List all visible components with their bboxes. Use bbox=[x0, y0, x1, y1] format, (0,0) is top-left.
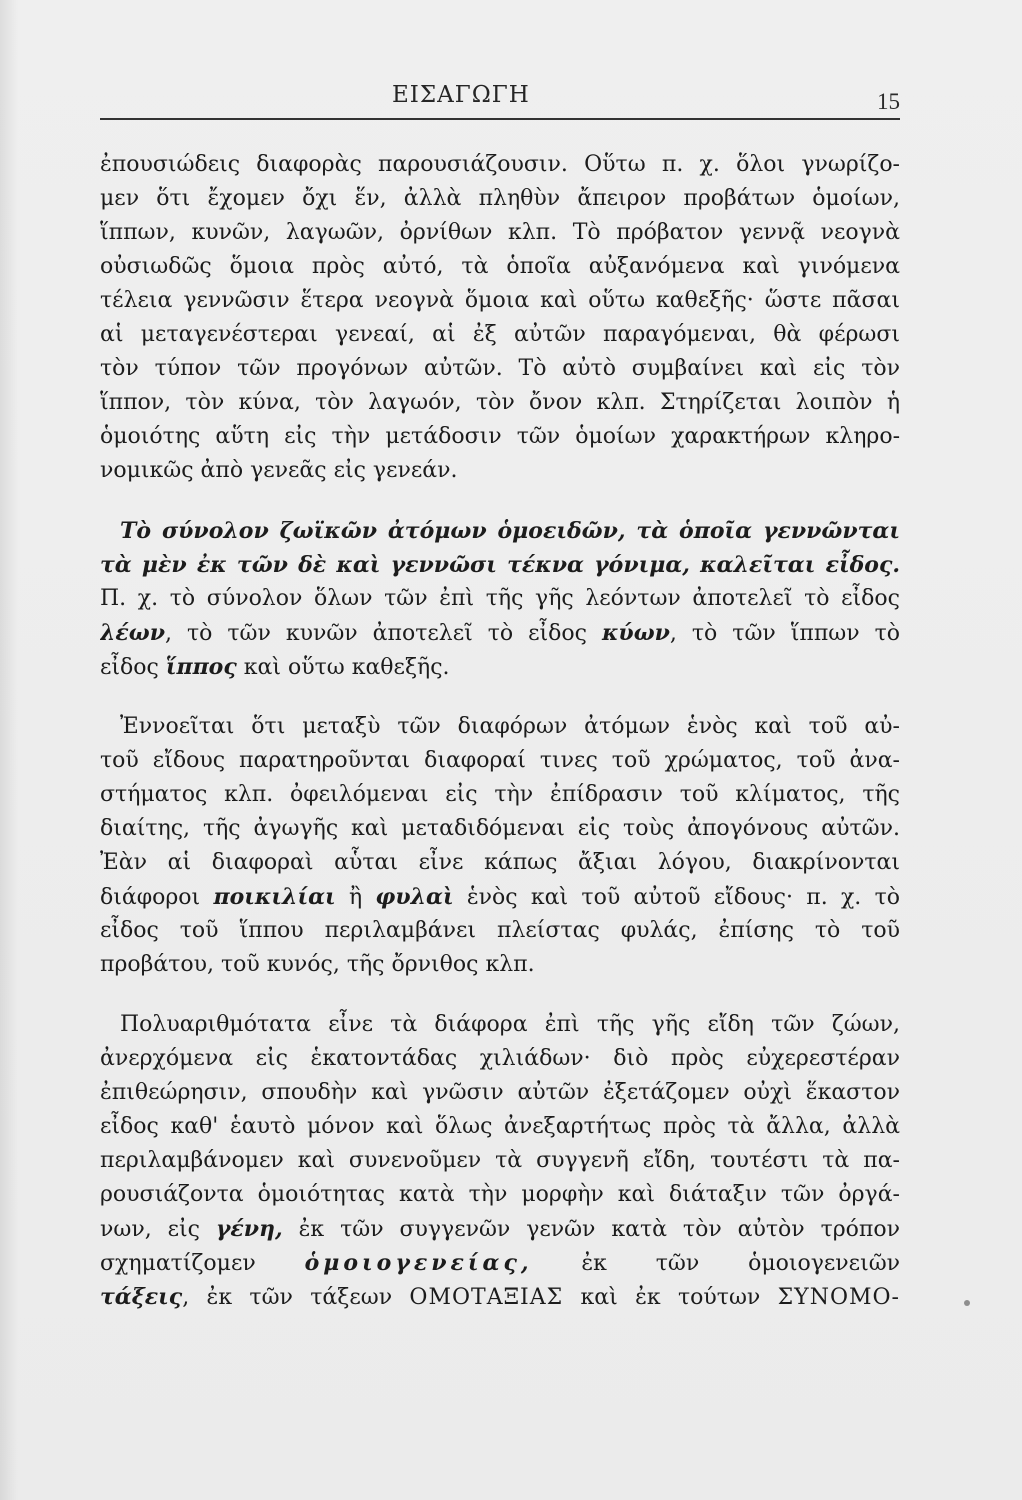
emphasis-term: φυλαὶ bbox=[375, 884, 454, 910]
text-run: καὶ ἐκ τούτων bbox=[563, 1285, 778, 1310]
emphasis-term: τάξεις bbox=[100, 1284, 183, 1310]
text-line: ἐπιθεώρησιν, σπουδὴν καὶ γνῶσιν αὐτῶν ἐξετάζομεν οὐχὶ ἕκαστον bbox=[100, 1080, 900, 1105]
paper-speck bbox=[964, 1300, 970, 1306]
paragraph-gap bbox=[100, 684, 900, 710]
text-line: Ἐὰν αἱ διαφοραὶ αὗται εἶνε κάπως ἄξιαι λόγου, διακρίνονται bbox=[100, 850, 900, 875]
text-line: ἀνερχόμενα εἰς ἑκατοντάδας χιλιάδων· διὸ πρὸς εὐχερεστέραν bbox=[100, 1046, 900, 1071]
page-number: 15 bbox=[877, 89, 900, 114]
emphasis-term: ἵππος bbox=[165, 654, 237, 680]
definition-line: Τὸ σύνολον ζωϊκῶν ἀτόμων ὁμοειδῶν, τὰ ὁποῖα γεννῶνται bbox=[120, 518, 900, 544]
text-run: εἶδος bbox=[100, 655, 166, 680]
text-run: σχηματίζομεν bbox=[100, 1251, 305, 1276]
text-line: αἱ μεταγενέστεραι γενεαί, αἱ ἐξ αὐτῶν παραγόμεναι, θὰ φέρωσι bbox=[100, 322, 900, 347]
definition-line: τὰ μὲν ἐκ τῶν δὲ καὶ γεννῶσι τέκνα γόνιμα, καλεῖται εἶδος. bbox=[100, 552, 900, 578]
text-line: Ἐννοεῖται ὅτι μεταξὺ τῶν διαφόρων ἀτόμων ἑνὸς καὶ τοῦ αὐ- bbox=[120, 714, 900, 739]
text-line: προβάτου, τοῦ κυνός, τῆς ὄρνιθος κλπ. bbox=[100, 952, 535, 977]
text-line: νομικῶς ἀπὸ γενεᾶς εἰς γενεάν. bbox=[100, 458, 458, 483]
text-line bbox=[100, 880, 900, 914]
emphasis-term: ὁμοιογενείας, bbox=[304, 1250, 533, 1276]
text-line: μεν ὅτι ἔχομεν ὄχι ἕν, ἀλλὰ πληθὺν ἄπειρον προβάτων ὁμοίων, bbox=[100, 186, 900, 211]
paragraph-gap bbox=[100, 982, 900, 1008]
text-line: ἵππων, κυνῶν, λαγωῶν, ὀρνίθων κλπ. Τὸ πρόβατον γεννᾷ νεογνὰ bbox=[100, 220, 900, 245]
text-run: καὶ οὕτω καθεξῆς. bbox=[236, 655, 450, 680]
text-line: τὸν τύπον τῶν προγόνων αὐτῶν. Τὸ αὐτὸ συμβαίνει καὶ εἰς τὸν bbox=[100, 356, 900, 381]
text-line: οὐσιωδῶς ὅμοια πρὸς αὐτό, τὰ ὁποῖα αὐξανόμενα καὶ γινόμενα bbox=[100, 254, 900, 279]
text-line bbox=[100, 1212, 900, 1246]
text-line: εἶδος καθ' ἑαυτὸ μόνον καὶ ὅλως ἀνεξαρτήτως πρὸς τὰ ἄλλα, ἀλλὰ bbox=[100, 1114, 900, 1139]
running-header bbox=[100, 82, 900, 118]
text-run: διάφοροι bbox=[100, 885, 214, 910]
text-line: τοῦ εἴδους παρατηροῦνται διαφοραί τινες τοῦ χρώματος, τοῦ ἀνα- bbox=[100, 748, 900, 773]
text-run: ἐκ τῶν συγγενῶν γενῶν κατὰ τὸν αὐτὸν τρόπον bbox=[282, 1217, 900, 1242]
text-line: ρουσιάζοντα ὁμοιότητας κατὰ τὴν μορφὴν καὶ διάταξιν τῶν ὀργά- bbox=[100, 1182, 900, 1207]
text-line: εἶδος τοῦ ἵππου περιλαμβάνει πλείστας φυλάς, ἐπίσης τὸ τοῦ bbox=[100, 918, 900, 943]
emphasis-term: γένη, bbox=[215, 1216, 283, 1242]
text-run: ἐκ τῶν ὁμοιογενειῶν bbox=[532, 1251, 900, 1276]
text-line: διαίτης, τῆς ἀγωγῆς καὶ μεταδιδόμεναι εἰς τοὺς ἀπογόνους αὐτῶν. bbox=[100, 816, 900, 841]
text-line: ἐπουσιώδεις διαφορὰς παρουσιάζουσιν. Οὕτω π. χ. ὅλοι γνωρίζο- bbox=[100, 152, 900, 177]
text-line: Πολυαριθμότατα εἶνε τὰ διάφορα ἐπὶ τῆς γῆς εἴδη τῶν ζώων, bbox=[120, 1012, 900, 1037]
text-line: περιλαμβάνομεν καὶ συνενοῦμεν τὰ συγγενῆ εἴδη, τουτέστι τὰ πα- bbox=[100, 1148, 900, 1173]
emphasis-term: ΟΜΟΤΑΞΙΑΣ bbox=[409, 1285, 564, 1310]
paragraph-gap bbox=[100, 488, 900, 514]
emphasis-term: ποικιλίαι bbox=[213, 884, 336, 910]
text-run: ἢ bbox=[335, 885, 376, 910]
text-run: ἑνὸς καὶ τοῦ αὐτοῦ εἴδους· π. χ. τὸ bbox=[453, 885, 900, 910]
text-line: ἵππον, τὸν κύνα, τὸν λαγωόν, τὸν ὄνον κλπ. Στηρίζεται λοιπὸν ἡ bbox=[100, 390, 900, 415]
running-title: ΕΙΣΑΓΩΓΗ bbox=[392, 82, 530, 108]
text-line bbox=[100, 1280, 900, 1314]
emphasis-term: λέων bbox=[100, 620, 166, 646]
emphasis-term: ΣΥΝΟΜΟ- bbox=[777, 1285, 900, 1310]
emphasis-term: κύων bbox=[601, 620, 670, 646]
text-run: , τὸ τῶν ἵππων τὸ bbox=[669, 621, 900, 646]
page-edge-shadow bbox=[0, 0, 18, 1500]
text-line: στήματος κλπ. ὀφειλόμεναι εἰς τὴν ἐπίδρασιν τοῦ κλίματος, τῆς bbox=[100, 782, 900, 807]
text-line bbox=[100, 650, 900, 684]
text-line: Π. χ. τὸ σύνολον ὅλων τῶν ἐπὶ τῆς γῆς λεόντων ἀποτελεῖ τὸ εἶδος bbox=[100, 586, 900, 611]
body-text bbox=[100, 148, 900, 1314]
text-line: τέλεια γεννῶσιν ἕτερα νεογνὰ ὅμοια καὶ οὕτω καθεξῆς· ὥστε πᾶσαι bbox=[100, 288, 900, 313]
text-run: νων, εἰς bbox=[100, 1217, 216, 1242]
text-run: , ἐκ τῶν τάξεων bbox=[182, 1285, 410, 1310]
header-rule bbox=[100, 118, 900, 120]
text-line bbox=[100, 616, 900, 650]
text-line bbox=[100, 1246, 900, 1280]
text-line: ὁμοιότης αὕτη εἰς τὴν μετάδοσιν τῶν ὁμοίων χαρακτήρων κληρο- bbox=[100, 424, 900, 449]
text-run: , τὸ τῶν κυνῶν ἀποτελεῖ τὸ εἶδος bbox=[165, 621, 602, 646]
